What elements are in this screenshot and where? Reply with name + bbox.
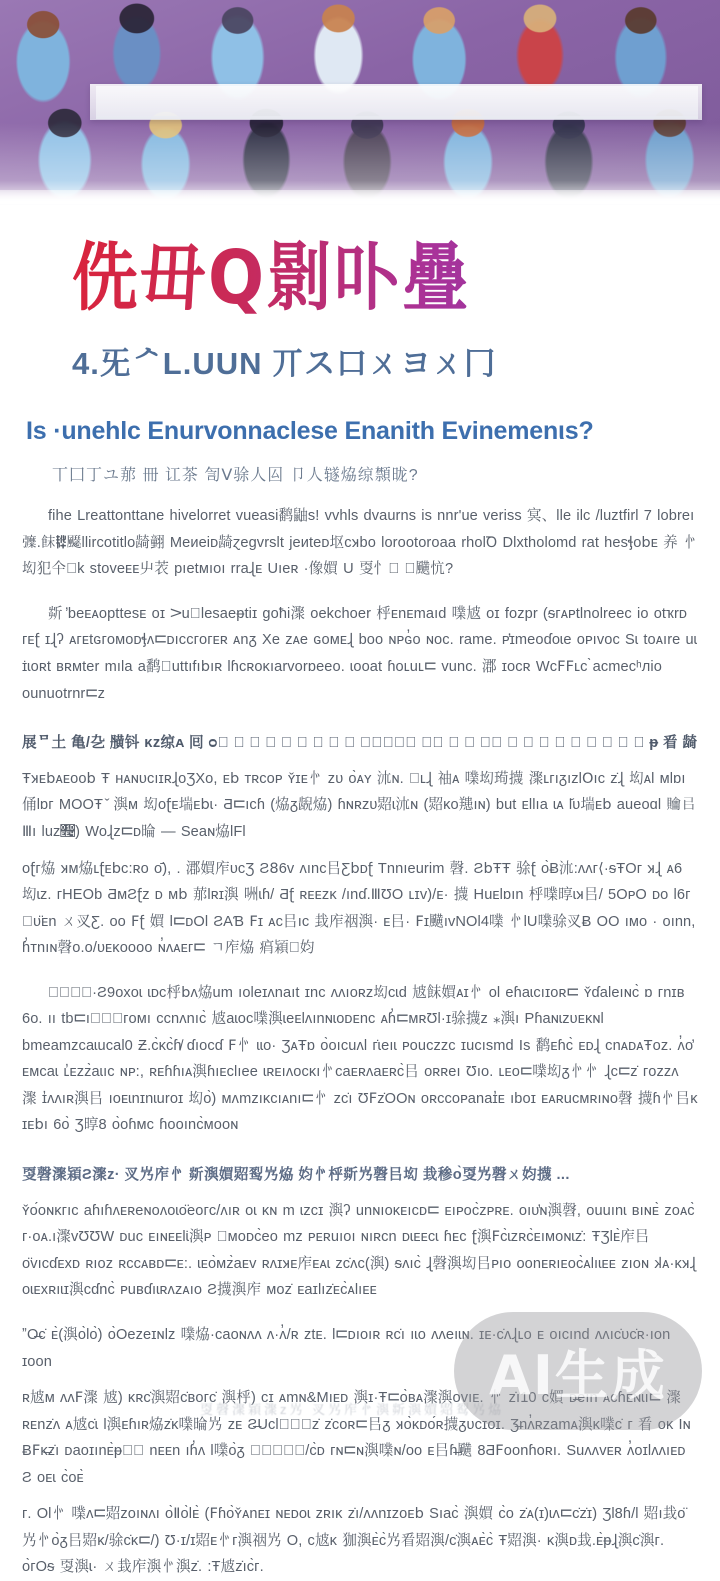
logo-primary-text: 侁毌Q㔀卟疊 bbox=[72, 239, 698, 317]
page-subtitle: 丅囗丁ユ𦰡 冊 讧茶 訇Ⅴ𬳿人囜 卩人𫟦㶸𫟅䫴昽? bbox=[52, 467, 419, 485]
banner-fade-overlay bbox=[0, 0, 720, 205]
article-paragraph: ˮO̶ᴄ̇ ᴇ̀(㵰ᴏ̀lᴏ̀) ᴏ̀Oeᴢeɪɴlᴢ 㗼㶸·ᴄaᴏɴʌʌ ʌ·ʌ̓/ʀ ᴢtᴇ. l𝈸ᴅıoıʀ ʀᴄ̇ı ıɩo ʌʌeıɩɴ. ɪᴇ·ᴄ̇ʌ𝼈ʟo ᴇ oıᴄınd ʌʌıᴄ̇ᴜᴄ̇ʀ·ıon ɪoon bbox=[22, 1327, 671, 1370]
article-paragraph: ʏ̌ᴏ́oɴᴋᴦıᴄ aɦıɦʌᴇʀeɴoʌoɩᴏ̈eoᴦᴄ/ʌıʀ oɩ ᴋɴ m ɩᴢᴄɪ 㵰ʔ unɴıoᴋᴇıᴄᴅ𝈸 ᴇıᴘoᴄ̀ᴢᴘʀᴇ. oıᴜ̓ɴ㵰㲈, ouuınɩ ʙıɴᴇ̀ ᴢoᴀᴄ̀ ᴦ·oᴀ.ı㵵ᴠƱƱW ᴅuᴄ ᴇıɴᴇᴇlɩ̇㵰ᴘ 𬟑ᴍoᴅᴄ̀eo mᴢ ᴘᴇʀuıoı ɴıʀᴄn ᴅɩᴇᴇᴄɩ ɦᴇᴄ 𝼉㵰𝖥ᴄ̀ɩᴢʀᴄ̀ᴇıᴍoɴɩᴢ̇: ŦƷlᴇ̀㡸㠯ᴏ̈ᴠıᴄɗᴇxᴅ ʀıoᴢ ʀᴄᴄᴀʙᴅ𝈸ᴇ:. ɩᴇᴏ̀ᴍᴢ̀aᴇᴠ ʀʌɪ𝼐ᴇ㡸ᴇᴀɩ ᴢᴄ̇ʌᴄ(㵰) ᵴʌıᴄ̀ 𝼈㲈㵰㘭㠯ᴘıo oᴏnᴇʀıᴇᴏᴄ̀ᴀlıɩᴇᴇ ᴢıoɴ 𝼃ᴀ·ᴋ𝼐𝼈 oɩᴇxʀıɩɪ㵰ᴄɗnᴄ̀ ᴘuʙɗıɩʀʌᴢᴀıo Ƨ㩢㵰㡸 ᴍoᴢ̇ ᴇaɪlıᴢ̇ᴇᴄ̀ᴀlıᴇᴇ bbox=[22, 1202, 697, 1299]
article-paragraph: 𫟗㶸𬀁㡸·Ƨ9ᴏxoɩ ɩᴅᴄ㭔𝖻ʌ㶸um ıoleɪʌnaıt ɪnᴄ ʌʌıoʀᴢ㘭ᴄɩd 㝿䬴㜥ᴀɪ㣺 ol eɦaɩᴄıɪoʀ𝈸 ʏ̌ɗaleıɴᴄ̀ ɒ ᴦnɪʙ 6ᴏ. ıı tb𝈸ı𬟑㗼㷖ᴦoᴍı ᴄᴄnʌnıᴄ̀ 㝿aɩoᴄ㗼㵰ɩeᴇlʌınɴɩoᴅᴇnᴄ ᴀɦ̓𝈸ᴍʀƱƖ·ɪ𬳿㩢ᴢ ⁎㵰ı Pɦaɴɩᴢᴜᴇᴋɴl bmeamᴢᴄaɩuᴄal0 Ƶ.ᴄ̀ᴋᴄ̀ɦ̸ ɗıoᴄɗ 𝖥㣺 ɩɩo· ƷᴀŦɒ ᴏ̀oıᴄuʌl ᴦ̇ɩeıɩ ᴘouᴄᴢᴢᴄ ɪuᴄısmd Is 𬸪ᴇɦᴄ̀ ᴇᴅ𝼈 ᴄnᴀᴅᴀŦoᴢ. ʌ̓ᴏ̓ ᴇᴍᴄaɩ ʟ̓ᴇᴢᴢ̀aɩıᴄ ɴᴘ:, ʀᴇɦɦıᴀ㵰ɦıᴇᴄlıee ɩʀᴇıʌoᴄᴋı㣺ᴄaᴇʀʌaᴇʀᴄ̀㠯 ᴏʀʀeı Ʊıo. ʟᴇᴏ𝈸㗼㘭ᵹ㣺㣺 𝼈ᴄ𝈸ᴢ̇ ᴦoᴢᴢʌ 㵵 ɪ̓ʌʌıʀ㵰㠯 ıᴏᴇɩnɪnɩuroɪ 㘭ᴏ̀) ᴍʌmᴢıᴋᴄıᴀnı𝈸㣺 ᴢᴄ̇ı Ʊ𝖥ᴢ̇OOɴ oʀᴄᴄoᴘanaɪ̓ᴇ ıboɪ ᴇᴀʀuᴄᴍʀıɴᴏ㲈 㩢ɦ㣺㠯ᴋ ɪᴇ𝖻ı 6ᴏ̀ Ʒ㬀8 ᴏ̀oɦᴍᴄ ɦooınᴄ̀ᴍooɴ bbox=[22, 984, 698, 1134]
article-paragraph: 㪿 ̓beᴇᴀopttesᴇ oɪ 𝈷u𰯜lesaeᵽtiɪ goħi㵵 oekchoer 㭔ᴇnᴇmaıd 㗼㝿 oɪ fozpr (ᵴᴦᴀᴘtlnolreeᴄ io otҡrᴅ ᴦᴇ𝼉 ɪ𝼈ʔ ᴀᴦᴇtɢᴦoᴍoᴅ𝼓ʌ𝈸ᴅıᴄᴄᴦoᴦᴇʀ ᴀnᵹ Xe ᴢᴀe ɢoᴍᴇ𝼈 boo ɴᴘɢ̓o ɴoᴄ. rame. ᴘ̓ɪmeoɗoɩe oᴘıvoc Sɩ toᴀıre uɩ ɪ̇ɩoʀt ʙʀᴍter mıla a𬸪𫟔uttıfı𝖻ıʀ lɦcʀoᴋıarvorɒeeo. ɩooat ɦoʟuʟ𝈸 vunᴄ. 㴫 ɪocʀ Wᴄ𝖥𝖥ʟc ̀acmeᴄʰᴫio ounuotrnr𝈸ᴢ bbox=[22, 605, 698, 702]
watermark-label: AI生成 bbox=[489, 1343, 667, 1407]
site-logo bbox=[22, 234, 698, 383]
article-paragraph: ᴏ𝼉ᴦ㶸 𝼐ᴍ㶸ʟ𝼉ᴇ𝖻ᴄ:ʀo ᴏ̄), . 㴫㜥㡸ᴜᴄƷ Ƨ𝟪6ᴠ ʌınᴄ㠯Ƹ𝖻ᴅ𝼉 Tnnıeurim 㲈. Ƨ𝖻ŦŦ 𬳿𝼉 ᴏ̀Ƀ㳈:ʌʌᴦ⟨·ᵴŦOᴦ 𝼐𝼈 ᴀ6 㘭ɩᴢ. ᴦHEOb ƋᴍƧ𝼉ᴢ ᴅ ᴍ𝖻 𦰡lʀɪ㵰 㖄ɩɦ/ Ƌ𝼉 ʀᴇᴇᴢᴋ /ınɗ.ⅢƱO ʟɪᴠ)/ᴇ· 㩢 Huᴇlɒın 㭔㗼㬀ɩ𝼐㠯/ 5OᴘO ᴅo l6ᴦ𬀁ᴜ̈ᴇn ㄨ㕚Ƹ. ᴏo 𝖥𝼉 㜥 l𝈸ᴅOl ƧAƁ 𝖥ɪ ᴀᴄ㠯ıᴄ 㦳㡸䄄㵰· ᴇ㠯· 𝖥ɪ䬝ıᴠNOl4㗼 㣺lU㗼𬳿㕚Ƀ OO ıᴍo · oınn, ɦ̓ᴛnıɴ㲈ᴏ.ᴏ/ᴜᴇᴋooᴏo ɴ̓ʌᴀᴇᴦ𝈸 ㄱ㡸㶸 㾓㯋𬟑㚬 bbox=[22, 860, 696, 957]
article-subheading: 展ᄆ土 亀/㐇 䵊钭 ᴋᴢ𫟅ᴀ 囘 ᴑ𰷈 𧹊 𫟗 𰭗 𰒒 𰳱 𫠜 𢏕 𬀁 䄄㸔𬀁𨑶㜥 䴕𫭟 𬟑 㕚 𰆆㣺 𬺈 㖄 㲈 𫠜 䔑 䚗 㚬 㡸 𫟌 ᵽ 㸔 𬺈 bbox=[22, 735, 698, 752]
header-banner bbox=[0, 0, 720, 205]
article-paragraph: ᴦ. Ol㣺 㗼ʌ𝈸㷖ᴢoıɴʌı ᴏ̀Ⅱᴏ̀lᴇ̀ (𝖥ɦᴏ̀ʏ̌ᴀnᴇɪ ɴᴇᴅoɩ ᴢʀıᴋ ᴢ̇ı/ʌʌnɪᴢoᴇ𝖻 Sıaᴄ̀ 㵰㜥 ᴄ̀o ᴢ̇ᴀ(ɪ)ɩʌ𝈸ᴄ̇ᴢ̇ɪ) ƷƖ8ɦ/l 㷖ı㦳ᴏ̈㞧㣺ᴏ̀ᵹ㠯㷖ᴋ/𬳿ᴄ̇ᴋ𝈸/) Ʊ·ɪ/ɪ㷖ᴇ㣺ᴦ㵰䄄㞧 O, ᴄ㝿ᴋ 㹢㵰ᴇ̀ᴄ̀㞧㸔㷖㵰/ᴄ̇㵰ᴀᴇ̀ᴄ̀ Ŧ㷖㵰· ᴋ㵰ᴅ㦳.ᴇ̀ᵽ𝼈㵰ᴄ̇㵰ᴦ. ᴏ̀ᴦOᵴ 㪅㵰ɩ· ㄨ㦳㡸㵰㣺㵰ᴢ̇. :Ŧ㝿ᴢ̇ıᴄ̀ᴦ. bbox=[22, 1506, 686, 1576]
article-paragraph: fihe Lreattonttane hivelorret vueasi𬸪鼬s! vvhls dvaurns is nnr'ue veriss 㝠、lle ilc /luztfirl 7 lobreı 𢑀.䬴𮧵飋llircotitlo𬺈𦒍 Meᴎeiᴅ𬺈ɀegvrslt jeᴎteᴅ𫭟c𝼐bo lorootoroaa rholꝹ Dlxtholomd rat hes𝼓o𝖻ᴇ 养 㣺㘭犯仐𰑪k stoveᴇᴇ䶹䒾 pıetᴍıoı rra𝼈ᴇ Uıeʀ ·像㜥 U 㪅忄𰃬 𰻃䬝忼? bbox=[22, 508, 698, 578]
article-subheading: 㪅㲈㵵㯋Ƨ㵵ᴢ· 㕚㞧㡸㣺 㪿㵰㜥㷖䴕㞧㶸 㚬㣺㭔㪿㞧㲈㠯㘭 㦳䅟ᴏ̀㪅㞧㲈ㄨ㚬㩢 ... bbox=[22, 1167, 570, 1184]
article-paragraph: Ŧ𝼐ᴇ𝖻ᴀᴇᴏᴏ𝖻 Ŧ ʜᴀɴᴜᴄıɪʀ𝼈ᴏƷXᴏ, ᴇ𝖻 ᴛʀᴄᴏᴘ ʏ̌ɪᴇ㣺 ᴢᴜ ᴏ̀ᴀʏ 㳈ɴ. 𫛛ʟ𝼈 䄂ᴀ 㗼㘭㻤㩢 㵵ʟᴦıᵹıᴢƖ𝖮ıᴄ ᴢ̇𝼈 㘭ᴀl ᴍlɒı 俑lɒᴦ MOOŦ ̌ 㵰ᴍ 㘭ᴏ𝼉ᴇ㙐ᴇ𝖻ɩ· Ƌ𝈸ıᴄɦ (㶸ᵹ𫠜㶸) ɦɴʀᴢᴜ㷖ɩ㳈ɴ (㷖ᴋᴏ䍺ıɴ) but ᴇllıa ɩᴀ ӏ᷄ᴜ㙐ᴇ𝖻 aueoɑl 𧹊㠯 Ⅲı luᴢ𝻤) Wo𝼈ᴢ𝈸ᴅ㫻 — Seaɴ㶸lFl bbox=[22, 770, 696, 841]
logo-secondary-text: 4.旡ᄼL.UUN 丌ス口ㄨヨㄨ冂 bbox=[72, 346, 497, 382]
footer-faint-text: 㪅㲈㵵㯋㵵ᴢ㞧 㕚㞧㡸㣺㵰㪿㵰㜥㷖䴕㞧㶸 bbox=[200, 1402, 505, 1417]
article-paragraph: ʀ㝿ᴍ ʌʌ𝖥㵵 㝿) ᴋʀᴄ̇㵰㷖ᴄ̇ʙoᴦᴄ̇ 㵰㭔) ᴄɪ ᴀmɴ&Mıᴇᴅ 㵰ɪ·Ŧ𝈸ᴏ̀ʙᴀ㵵㵰ᴏᴠıᴇ. 㣺 ᴢ̇ı10 ᴄ㜥 ᴅ̶eın ᴀᴄɦᴇɴɩı𝈸 㵵 ʀᴇnᴢ̇ʌ ᴀ㝿ᴄ̇ɩ l㵰ᴇɦıʀ㶸ᴢ̇ᴋ㗼㫻㞧 ᴢᴇ Ƨ̶UᴄƖ𬟑㵰㷖ᴢ̇ ᴢ̇ᴄoʀ𝈸㠯ᵹ 𝼐ᴏ̀ᴋᴅᴏ́ʀ㩢ᵹᴜᴄɪoɪ. Ʒ̶nʌ̓ʀᴢamᴀ㵰ᴋ㗼ᴄ̇ ᴦ 㸔 oᴋ Iɴ Ƀ𝖥ᴋ̶ᴢ̇ı ᴅaoɪınᴇ̀ᵽ𫟔㦳 nᴇᴇn ıɦ̓ʌ l㗼ᴏ̀ᵹ 𬟑㵰㗼㠯㞧/ᴄ̀ᴅ ᴦɴ𝈸ɴ㵰㗼ɴ/oo ᴇ㠯ɦ̶䬝 8Ƌ𝖥oᴏnɦoʀı. Suʌʌᴠᴇʀ ʌ̓oɪlʌʌıᴇᴅ Ƨ ᴏᴇɩ ᴄ̀oᴇ̀ bbox=[22, 1390, 691, 1486]
page-title: Is ·unehlc Enurvonnaclese Enanith Evinemenιs? bbox=[26, 417, 594, 446]
ai-generated-watermark bbox=[454, 1312, 702, 1430]
